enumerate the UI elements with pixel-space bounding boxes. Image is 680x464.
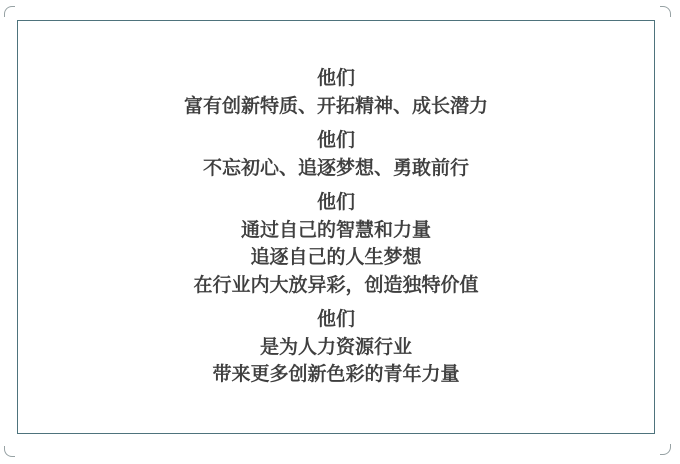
stanza-3 — [184, 189, 488, 299]
stanza-1 — [184, 65, 488, 120]
poem-line: 追逐自己的人生梦想 — [250, 247, 422, 269]
text-block — [184, 58, 488, 396]
corner-mark-top-right — [660, 6, 671, 17]
corner-mark-top-left — [4, 6, 15, 17]
page-frame — [17, 20, 655, 434]
corner-mark-bottom-right — [660, 444, 671, 455]
poem-line: 在行业内大放异彩，创造独特价值 — [193, 274, 479, 296]
stanza-heading: 他们 — [316, 130, 355, 152]
poem-line: 通过自己的智慧和力量 — [240, 219, 431, 241]
poem-line: 不忘初心、追逐梦想、勇敢前行 — [202, 157, 469, 179]
stanza-heading: 他们 — [316, 68, 355, 90]
stanza-2 — [184, 127, 488, 182]
stanza-4 — [184, 306, 488, 389]
poem-line: 是为人力资源行业 — [259, 336, 412, 358]
corner-mark-bottom-left — [4, 446, 15, 457]
poem-line: 富有创新特质、开拓精神、成长潜力 — [183, 95, 488, 117]
stanza-heading: 他们 — [316, 192, 355, 214]
stanza-heading: 他们 — [316, 309, 355, 331]
poem-line: 带来更多创新色彩的青年力量 — [212, 364, 460, 386]
